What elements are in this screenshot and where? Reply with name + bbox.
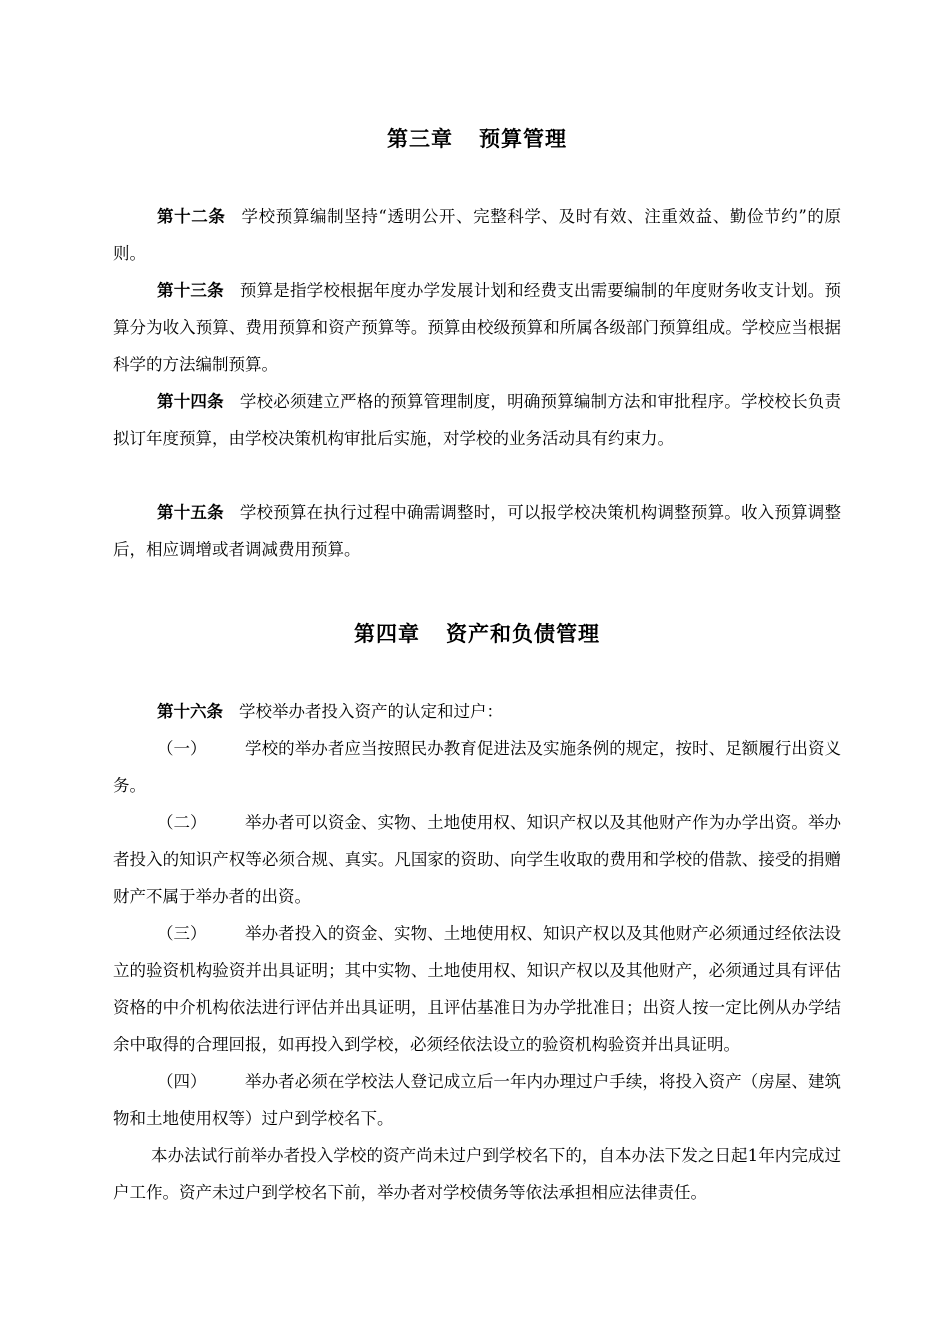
chapter-3-number: 第三章 bbox=[387, 127, 453, 151]
article-12 bbox=[113, 198, 841, 272]
item-text: 学校的举办者应当按照民办教育促进法及实施条例的规定，按时、足额履行出资义务。 bbox=[113, 739, 841, 795]
article-text: 学校预算在执行过程中确需调整时，可以报学校决策机构调整预算。收入预算调整后，相应调增或者调减费用预算。 bbox=[113, 503, 842, 559]
article-number: 第十六条 bbox=[157, 702, 223, 721]
article-number: 第十五条 bbox=[157, 503, 224, 522]
article-number: 第十二条 bbox=[157, 207, 226, 226]
item-text: 举办者投入的资金、实物、土地使用权、知识产权以及其他财产必须通过经依法设立的验资机构验资并出具证明；其中实物、土地使用权、知识产权以及其他财产，必须通过具有评估资格的中介机构依法进行评估并出具证明，且评估基准日为办学批准日；出资人按一定比例从办学结余中取得的合理回报，如再投入到学校，必须经依法设立的验资机构验资并出具证明。 bbox=[113, 924, 841, 1054]
article-number: 第十四条 bbox=[157, 392, 224, 411]
item-number: （二） bbox=[157, 813, 207, 832]
item-text: 举办者可以资金、实物、土地使用权、知识产权以及其他财产作为办学出资。举办者投入的知识产权等必须合规、真实。凡国家的资助、向学生收取的费用和学校的借款、接受的捐赠财产不属于举办者的出资。 bbox=[113, 813, 841, 906]
item-number: （一） bbox=[157, 739, 207, 758]
article-text: 学校举办者投入资产的认定和过户： bbox=[239, 702, 503, 721]
chapter-4-title bbox=[113, 619, 841, 649]
list-item-1 bbox=[113, 730, 841, 804]
list-item-3 bbox=[113, 915, 841, 1063]
article-text: 学校预算编制坚持“透明公开、完整科学、及时有效、注重效益、勤俭节约”的原则。 bbox=[113, 207, 842, 263]
chapter-3-title bbox=[113, 124, 841, 154]
chapter-4-name: 资产和负债管理 bbox=[446, 622, 600, 646]
article-16 bbox=[113, 693, 841, 730]
item-number: （三） bbox=[157, 924, 207, 943]
article-15 bbox=[113, 494, 841, 568]
item-text: 举办者必须在学校法人登记成立后一年内办理过户手续，将投入资产（房屋、建筑物和土地使用权等）过户到学校名下。 bbox=[113, 1072, 841, 1128]
article-text: 学校必须建立严格的预算管理制度，明确预算编制方法和审批程序。学校校长负责拟订年度预算，由学校决策机构审批后实施，对学校的业务活动具有约束力。 bbox=[113, 392, 842, 448]
list-item-2 bbox=[113, 804, 841, 915]
chapter-3-name: 预算管理 bbox=[479, 127, 567, 151]
article-text: 预算是指学校根据年度办学发展计划和经费支出需要编制的年度财务收支计划。预算分为收入预算、费用预算和资产预算等。预算由校级预算和所属各级部门预算组成。学校应当根据科学的方法编制预算。 bbox=[113, 281, 842, 374]
chapter-4-number: 第四章 bbox=[354, 622, 420, 646]
list-item-4 bbox=[113, 1063, 841, 1137]
article-14 bbox=[113, 383, 841, 457]
item-number: （四） bbox=[157, 1072, 207, 1091]
article-13 bbox=[113, 272, 841, 383]
closing-paragraph: 本办法试行前举办者投入学校的资产尚未过户到学校名下的，自本办法下发之日起1年内完成过户工作。资产未过户到学校名下前，举办者对学校债务等依法承担相应法律责任。 bbox=[113, 1146, 841, 1202]
article-number: 第十三条 bbox=[157, 281, 224, 300]
